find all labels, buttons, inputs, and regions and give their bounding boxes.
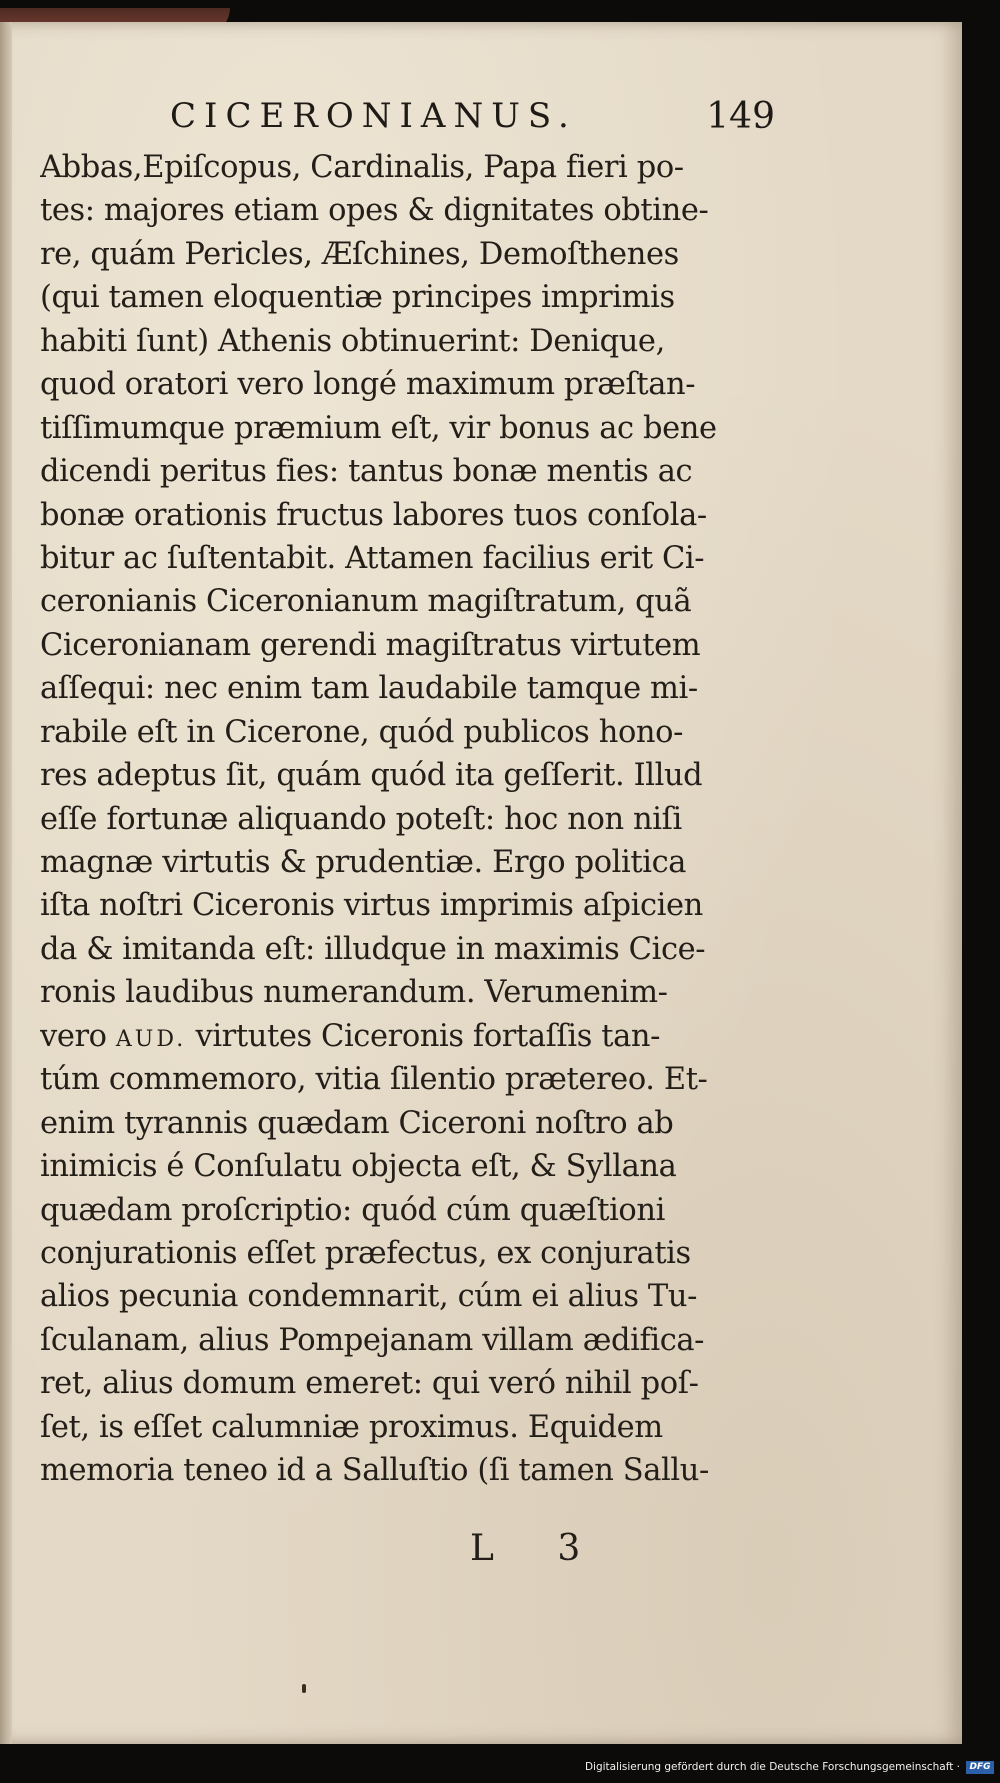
text-line: (qui tamen eloquentiæ principes imprimis [40, 280, 675, 316]
text-line: ret, alius domum emeret: qui veró nihil poſ- [40, 1366, 699, 1402]
text-line: ſet, is eſſet calumniæ proximus. Equidem [40, 1409, 663, 1445]
text-line: magnæ virtutis & prudentiæ. Ergo politica [40, 845, 687, 880]
text-line: Ciceronianam gerendi magiſtratus virtutem [40, 627, 701, 663]
text-line: habiti ſunt) Athenis obtinuerint: Denique, [40, 323, 665, 359]
text-line: quod oratori vero longé maximum præſtan- [40, 367, 696, 403]
text-line: aſſequi: nec enim tam laudabile tamque mi- [40, 671, 698, 707]
ink-speck [302, 1684, 306, 1693]
text-line: memoria teneo id a Salluſtio (ſi tamen Sallu- [40, 1453, 709, 1489]
running-title: CICERONIANUS. [170, 96, 577, 136]
text-line [40, 1015, 770, 1058]
text-line: eſſe fortunæ aliquando poteſt: hoc non niſi [40, 801, 682, 837]
text-line: dicendi peritus fies: tantus bonæ mentis ac [40, 454, 693, 490]
text-line: bonæ orationis fructus labores tuos conſola- [40, 497, 707, 533]
text-line: bitur ac ſuſtentabit. Attamen facilius erit Ci- [40, 540, 705, 576]
text-line: tiſſimumque præmium eſt, vir bonus ac bene [40, 410, 717, 446]
speaker-abbreviation: AUD. [115, 1026, 187, 1052]
dfg-logo: DFG [966, 1761, 994, 1774]
text-line: res adeptus ſit, quám quód ita geſſerit. Illud [40, 758, 703, 794]
text-line: ſculanam, alius Pompejanam villam ædifica- [40, 1322, 705, 1358]
text-line: enim tyrannis quædam Ciceroni noſtro ab [40, 1105, 674, 1141]
text-line: alios pecunia condemnarit, cúm ei alius Tu- [40, 1279, 697, 1315]
text-line: conjurationis eſſet præfectus, ex conjuratis [40, 1235, 691, 1271]
digitization-credit: Digitalisierung gefördert durch die Deutsche Forschungsgemeinschaft · [584, 1761, 960, 1773]
body-text [40, 146, 770, 1493]
text-segment: virtutes Ciceronis fortaſſis tan- [186, 1018, 661, 1054]
text-line: ceronianis Ciceronianum magiſtratum, quã [40, 584, 692, 620]
page-number: 149 [706, 96, 775, 137]
text-line: Abbas,Epiſcopus, Cardinalis, Papa fieri po- [40, 150, 684, 185]
text-segment: vero [40, 1018, 116, 1054]
page-header [170, 96, 775, 146]
footer-bar [0, 1745, 1000, 1783]
text-line: ronis laudibus numerandum. Verumenim- [40, 975, 668, 1011]
page-gutter-shadow [0, 22, 12, 1744]
text-line: iſta noſtri Ciceronis virtus imprimis aſpicien [40, 888, 703, 924]
text-line: quædam proſcriptio: quód cúm quæſtioni [40, 1192, 665, 1228]
text-line: da & imitanda eſt: illudque in maximis Cice- [40, 931, 706, 967]
text-line: re, quám Pericles, Æſchines, Demoſthenes [40, 236, 679, 272]
text-line: túm commemoro, vitia ſilentio prætereo. Et- [40, 1062, 708, 1098]
signature-mark: L 3 [470, 1528, 607, 1569]
text-line: tes: majores etiam opes & dignitates obtine- [40, 193, 709, 229]
text-line: inimicis é Conſulatu objecta eſt, & Syllana [40, 1149, 677, 1185]
text-line: rabile eſt in Cicerone, quód publicos hono- [40, 714, 684, 750]
